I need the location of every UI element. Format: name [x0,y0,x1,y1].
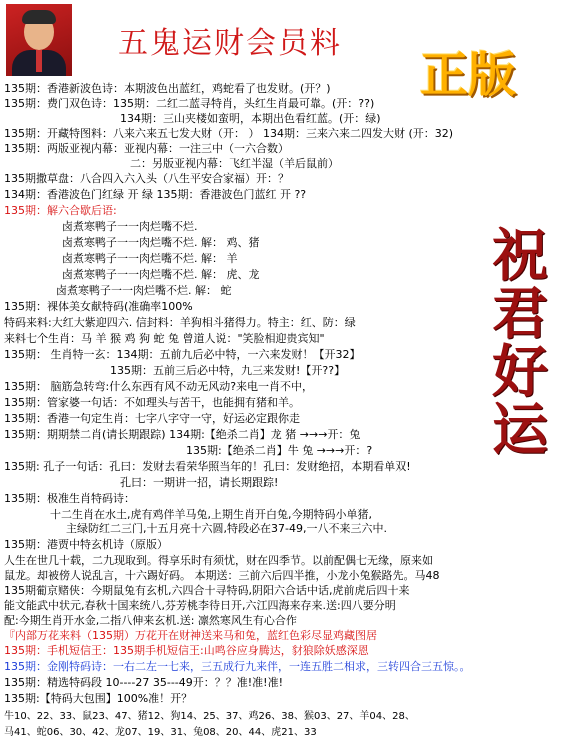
text-line: 135期： 生肖特一玄：134期：五前九后必中特，一六来发财！【开32】 [4,348,361,361]
poem-line: 主绿防红二三门,十五月亮十六圆,特段必在37-49,一八不来三六中. [66,522,387,535]
text-line: 孔曰：一期讲一招，请长期跟踪! [120,476,279,489]
avatar [6,4,72,76]
text-line: 135期:【特码大包围】100%准！开？ [4,692,193,705]
zhengban-stamp: 正版 [420,47,517,103]
riddle-line: 卤煮寒鸭子一一肉烂嘴不烂. 解： 虎、龙 [62,268,260,281]
number-list-line: 马41、蛇06、30、42、龙07、19、31、兔08、20、44、虎21、33 [4,727,317,738]
text-line: 二：另版亚视内幕：飞红半湿（羊后鼠前） [130,157,339,170]
text-line: 配:今期生肖开水金,二指八伸来玄机.送: 凛然寒风生有心合作 [4,614,297,627]
blessing-char: 祝 [492,224,548,289]
text-line: 135期:【绝杀二肖】牛 兔 →→→开：? [186,444,373,457]
text-line: 135期：精选特码段 10----27 35---49开：？？准!准!准! [4,676,283,689]
text-line: 『内部万花来料（135期）万花开在财神送来马和兔，蓝红色彩尽显鸡藏图居 [4,629,377,642]
text-line: 特码来料:大红大紫迎四六. 信封料：羊狗相斗猪得力。特主：红、防：绿 [4,316,356,329]
riddle-line: 卤煮寒鸭子一一肉烂嘴不烂. [62,220,198,233]
text-line: 135期：管家婆一句话：不如理头与苦干，也能拥有猪和羊。 [4,396,300,409]
text-line: 135期：裸体美女献特码(准确率100% [4,300,193,313]
text-line: 135期：极准生肖特码诗： [4,492,135,505]
text-line: 135期：金刚特码诗：一右二左一七来，三五成行九来伴，一连五胜二相求，三转四合三五惊。。 [4,660,471,673]
text-line: 135期: 孔子一句话：孔曰：发财去看荣华照当年的！孔曰：发财绝招，本期看单双! [4,460,411,473]
riddle-line: 卤煮寒鸭子一一肉烂嘴不烂. 解： 羊 [62,252,238,265]
riddle-line: 卤煮寒鸭子一一肉烂嘴不烂. 解： 鸡、猪 [62,236,260,249]
text-line: 135期：香港新波色诗：本期波色出蓝红，鸡蛇看了也发财。(开？) [4,82,331,95]
poem-line: 十二生肖在水土,虎有鸡伴羊马兔,上期生肖开白兔,今期特码小单猪, [50,508,372,521]
text-line: 135期：费门双色诗：135期：二红二蓝寻特肖，头红生肖最可靠。(开：??) [4,97,375,110]
text-line: 135期：手机短信王：135期手机短信王:山鸣谷应身腾达，豺狼除妖感深恩 [4,644,369,657]
text-line: 134期：三山夹楼如蛮明，本期出色看红蓝。(开：绿) [120,112,381,125]
section-heading: 135期：解六合歇后语: [4,204,117,217]
blessing-char: 好 [492,340,548,405]
text-line: 来料七个生肖：马 羊 猴 鸡 狗 蛇 兔 曾道人说："笑脸相迎贵宾知" [4,332,325,345]
text-line: 135期：期期禁二肖(请长期跟踪) 134期:【绝杀二肖】龙 猪 →→→开：兔 [4,428,361,441]
blessing-char: 君 [492,282,548,347]
text-line: 135期：港贾中特玄机诗（原版） [4,538,168,551]
text-line: 人生在世几十载，二九现取到。得享乐时有须忧，财在四季节。以前配偶七无缘，原来如 [4,554,433,567]
blessing-vertical [488,224,552,463]
text-line: 能文能武中状元,春秋十国来统八,芬芳桃李待日开,六江四海来存来.送:四八要分明 [4,599,396,612]
number-list-line: 牛10、22、33、鼠23、47、猪12、狗14、25、37、鸡26、38、猴03、27、羊04、28、 [4,711,415,722]
riddle-line: 卤煮寒鸭子一一肉烂嘴不烂. 解： 蛇 [56,284,232,297]
text-line: 135期：两版亚视内幕：亚视内幕：一注三中（一六合数） [4,142,289,155]
text-line: 135期：开藏特图料：八来六来五七发大财（开： ） 134期：三来六来二四发大财 (开：32) [4,127,454,140]
blessing-char: 运 [492,398,548,463]
text-line: 135期： 脑筋急转弯:什么东西有风不动无风动?来电一肖不中， [4,380,314,393]
text-line: 135期葡京赌侠：今期鼠兔有玄机,六四合十寻特码,阴阳六合话中话,虎前虎后四十来 [4,584,410,597]
text-line: 135期：香港一句定生肖：七字八字守一守，好运必定跟你走 [4,412,300,425]
text-line: 135期：五前三后必中特，九三来发财!【开??】 [110,364,346,377]
text-line: 135期撒草盘：八合四入六入头（八生平安合家福）开：？ [4,172,289,185]
text-line: 134期：香港波色门红绿 开 绿 135期：香港波色门蓝红 开 ?? [4,188,307,201]
text-line: 鼠龙。却被傍人说乱言，十六踢好码。 本期送：三前六后四半推，小龙小兔猴路先。马48 [4,569,440,582]
page-title: 五鬼运财会员料 [118,26,342,61]
